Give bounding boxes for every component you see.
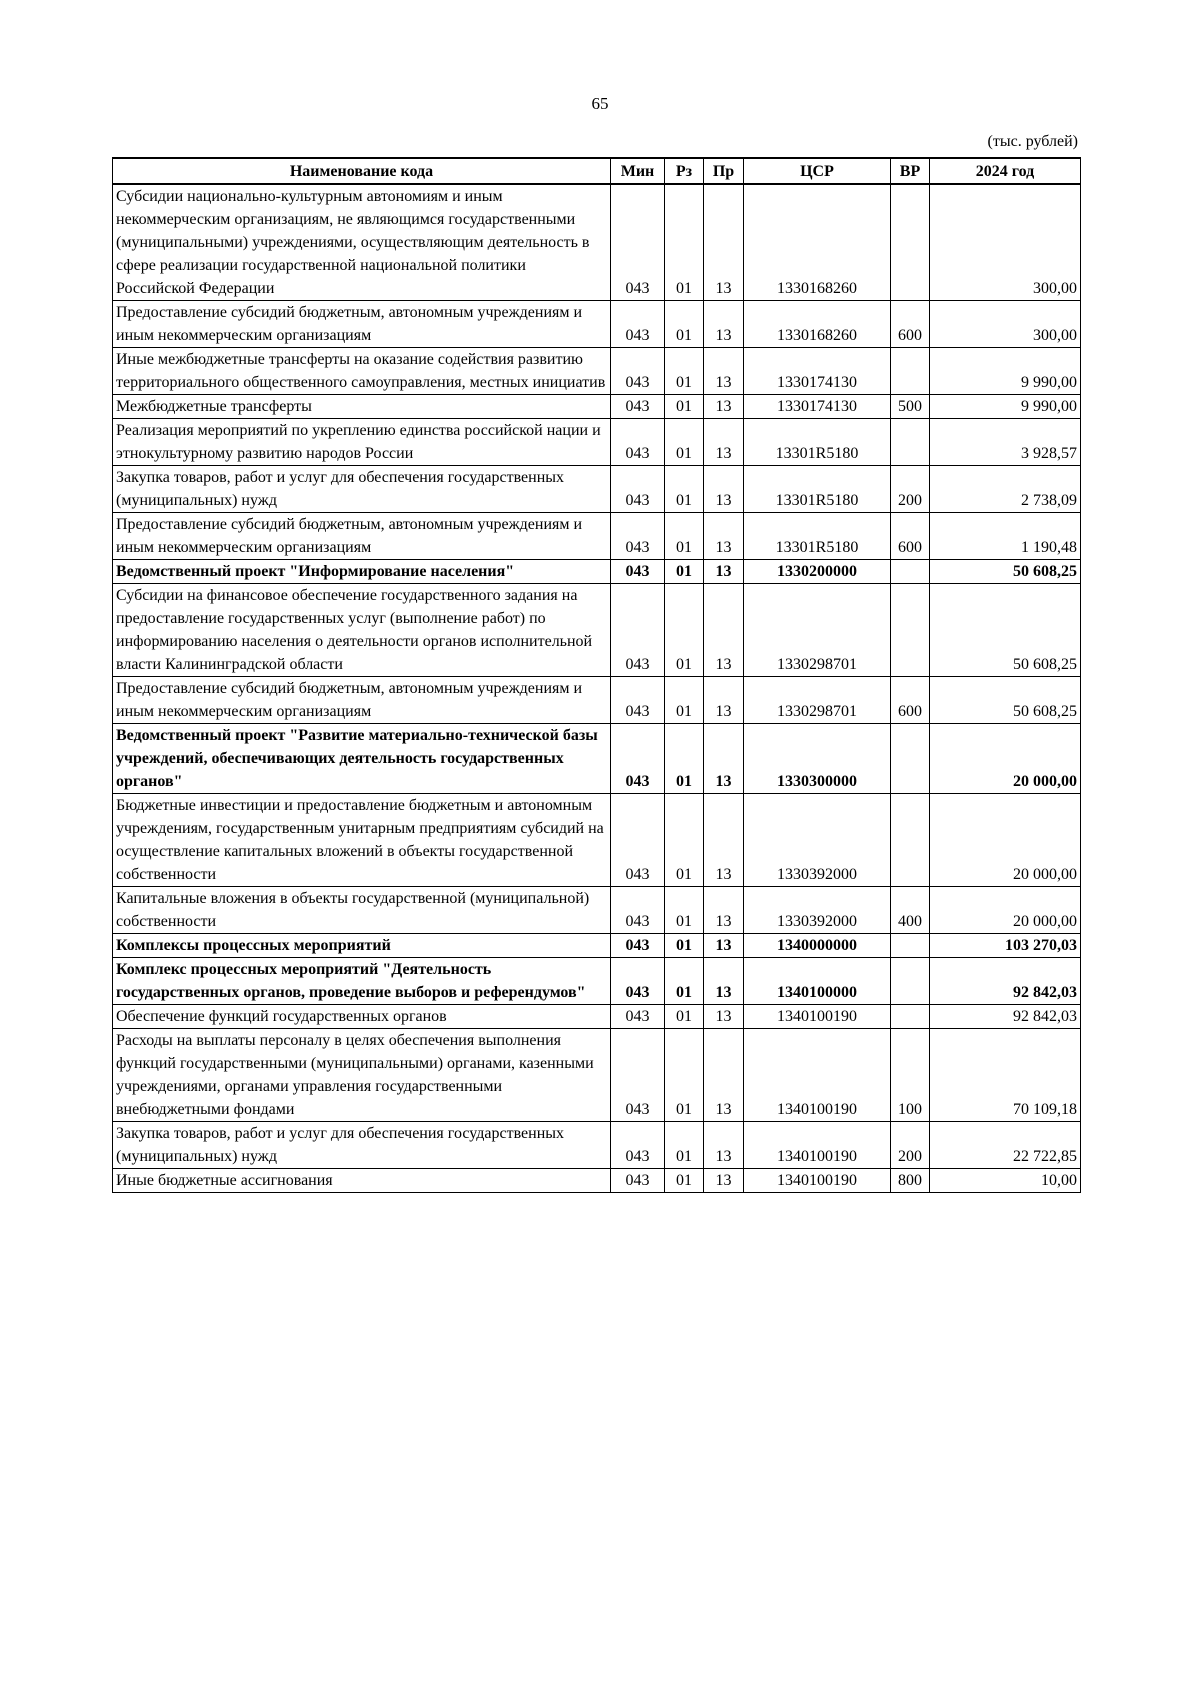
row-rz: 01 — [665, 513, 704, 560]
row-amount: 300,00 — [930, 301, 1081, 348]
table-row — [113, 348, 1081, 395]
row-vr: 500 — [891, 395, 930, 419]
row-csr: 13301R5180 — [744, 466, 891, 513]
table-header-row — [113, 158, 1081, 184]
column-header-min: Мин — [611, 158, 665, 184]
row-vr: 400 — [891, 887, 930, 934]
row-rz: 01 — [665, 348, 704, 395]
table-row — [113, 1122, 1081, 1169]
row-rz: 01 — [665, 584, 704, 677]
row-pr: 13 — [704, 887, 744, 934]
table-row — [113, 1169, 1081, 1193]
row-csr: 1340100000 — [744, 958, 891, 1005]
row-pr: 13 — [704, 677, 744, 724]
row-rz: 01 — [665, 395, 704, 419]
row-min: 043 — [611, 887, 665, 934]
column-header-rz: Рз — [665, 158, 704, 184]
row-csr: 1330300000 — [744, 724, 891, 794]
row-amount: 1 190,48 — [930, 513, 1081, 560]
row-vr — [891, 419, 930, 466]
table-row — [113, 1005, 1081, 1029]
row-pr: 13 — [704, 301, 744, 348]
row-name: Предоставление субсидий бюджетным, автономным учреждениям и иным некоммерческим организациям — [113, 301, 611, 348]
row-rz: 01 — [665, 1122, 704, 1169]
row-min: 043 — [611, 466, 665, 513]
table-row — [113, 724, 1081, 794]
row-amount: 92 842,03 — [930, 1005, 1081, 1029]
row-vr — [891, 348, 930, 395]
row-rz: 01 — [665, 887, 704, 934]
row-vr: 600 — [891, 677, 930, 724]
row-min: 043 — [611, 348, 665, 395]
row-vr: 100 — [891, 1029, 930, 1122]
row-pr: 13 — [704, 184, 744, 301]
row-name: Ведомственный проект "Информирование населения" — [113, 560, 611, 584]
table-row — [113, 560, 1081, 584]
row-min: 043 — [611, 1122, 665, 1169]
row-csr: 1330298701 — [744, 584, 891, 677]
row-name: Предоставление субсидий бюджетным, автономным учреждениям и иным некоммерческим организациям — [113, 513, 611, 560]
row-pr: 13 — [704, 794, 744, 887]
row-rz: 01 — [665, 1029, 704, 1122]
row-min: 043 — [611, 724, 665, 794]
row-vr: 800 — [891, 1169, 930, 1193]
row-name: Субсидии на финансовое обеспечение государственного задания на предоставление государственных услуг (выполнение работ) по информированию населения о деятельности органов исполнительной власти Калининградской области — [113, 584, 611, 677]
budget-table — [112, 157, 1081, 1193]
row-name: Расходы на выплаты персоналу в целях обеспечения выполнения функций государственными (муниципальными) органами, казенными учреждениями, органами управления государственными внебюджетными фондами — [113, 1029, 611, 1122]
row-amount: 50 608,25 — [930, 677, 1081, 724]
row-amount: 70 109,18 — [930, 1029, 1081, 1122]
row-min: 043 — [611, 958, 665, 1005]
table-row — [113, 301, 1081, 348]
row-csr: 1330168260 — [744, 184, 891, 301]
row-pr: 13 — [704, 560, 744, 584]
row-min: 043 — [611, 934, 665, 958]
table-row — [113, 584, 1081, 677]
row-vr: 600 — [891, 513, 930, 560]
row-min: 043 — [611, 1005, 665, 1029]
row-amount: 50 608,25 — [930, 584, 1081, 677]
column-header-name: Наименование кода — [113, 158, 611, 184]
row-rz: 01 — [665, 419, 704, 466]
row-rz: 01 — [665, 677, 704, 724]
row-name: Субсидии национально-культурным автономиям и иным некоммерческим организациям, не являющимся государственными (муниципальными) учреждениями, осуществляющим деятельность в сфере реализации государственной национальной политики Российской Федерации — [113, 184, 611, 301]
row-csr: 1330392000 — [744, 794, 891, 887]
row-pr: 13 — [704, 1029, 744, 1122]
row-csr: 13301R5180 — [744, 419, 891, 466]
table-row — [113, 1029, 1081, 1122]
table-row — [113, 958, 1081, 1005]
row-rz: 01 — [665, 958, 704, 1005]
row-amount: 3 928,57 — [930, 419, 1081, 466]
row-min: 043 — [611, 794, 665, 887]
row-name: Комплексы процессных мероприятий — [113, 934, 611, 958]
row-amount: 22 722,85 — [930, 1122, 1081, 1169]
row-amount: 103 270,03 — [930, 934, 1081, 958]
row-name: Обеспечение функций государственных органов — [113, 1005, 611, 1029]
row-csr: 1330168260 — [744, 301, 891, 348]
row-amount: 20 000,00 — [930, 724, 1081, 794]
row-min: 043 — [611, 513, 665, 560]
row-min: 043 — [611, 395, 665, 419]
table-row — [113, 887, 1081, 934]
row-name: Ведомственный проект "Развитие материально-технической базы учреждений, обеспечивающих деятельность государственных органов" — [113, 724, 611, 794]
row-amount: 20 000,00 — [930, 887, 1081, 934]
row-min: 043 — [611, 584, 665, 677]
row-rz: 01 — [665, 1169, 704, 1193]
row-amount: 20 000,00 — [930, 794, 1081, 887]
row-amount: 50 608,25 — [930, 560, 1081, 584]
table-row — [113, 419, 1081, 466]
row-min: 043 — [611, 677, 665, 724]
row-pr: 13 — [704, 348, 744, 395]
row-rz: 01 — [665, 184, 704, 301]
row-amount: 9 990,00 — [930, 348, 1081, 395]
row-rz: 01 — [665, 560, 704, 584]
row-pr: 13 — [704, 419, 744, 466]
row-csr: 1330392000 — [744, 887, 891, 934]
row-csr: 1330174130 — [744, 395, 891, 419]
row-rz: 01 — [665, 1005, 704, 1029]
row-vr: 200 — [891, 1122, 930, 1169]
row-pr: 13 — [704, 513, 744, 560]
units-label: (тыс. рублей) — [987, 133, 1078, 150]
row-csr: 1340100190 — [744, 1029, 891, 1122]
table-row — [113, 184, 1081, 301]
row-csr: 13301R5180 — [744, 513, 891, 560]
row-vr — [891, 794, 930, 887]
row-csr: 1340100190 — [744, 1169, 891, 1193]
row-vr — [891, 584, 930, 677]
row-pr: 13 — [704, 395, 744, 419]
row-rz: 01 — [665, 301, 704, 348]
column-header-pr: Пр — [704, 158, 744, 184]
row-pr: 13 — [704, 466, 744, 513]
row-amount: 2 738,09 — [930, 466, 1081, 513]
column-header-year: 2024 год — [930, 158, 1081, 184]
row-rz: 01 — [665, 466, 704, 513]
row-vr — [891, 934, 930, 958]
table-row — [113, 934, 1081, 958]
row-name: Комплекс процессных мероприятий "Деятельность государственных органов, проведение выборов и референдумов" — [113, 958, 611, 1005]
row-min: 043 — [611, 560, 665, 584]
row-csr: 1330174130 — [744, 348, 891, 395]
row-amount: 92 842,03 — [930, 958, 1081, 1005]
row-vr — [891, 958, 930, 1005]
row-name: Предоставление субсидий бюджетным, автономным учреждениям и иным некоммерческим организациям — [113, 677, 611, 724]
row-pr: 13 — [704, 584, 744, 677]
row-name: Капитальные вложения в объекты государственной (муниципальной) собственности — [113, 887, 611, 934]
row-min: 043 — [611, 301, 665, 348]
row-vr — [891, 184, 930, 301]
row-name: Иные бюджетные ассигнования — [113, 1169, 611, 1193]
column-header-csr: ЦСР — [744, 158, 891, 184]
row-name: Реализация мероприятий по укреплению единства российской нации и этнокультурному развитию народов России — [113, 419, 611, 466]
row-pr: 13 — [704, 958, 744, 1005]
column-header-vr: ВР — [891, 158, 930, 184]
row-csr: 1330298701 — [744, 677, 891, 724]
row-min: 043 — [611, 1169, 665, 1193]
row-pr: 13 — [704, 934, 744, 958]
row-pr: 13 — [704, 1122, 744, 1169]
row-pr: 13 — [704, 724, 744, 794]
row-vr: 200 — [891, 466, 930, 513]
row-csr: 1340100190 — [744, 1005, 891, 1029]
row-rz: 01 — [665, 794, 704, 887]
row-min: 043 — [611, 419, 665, 466]
row-amount: 10,00 — [930, 1169, 1081, 1193]
row-vr — [891, 560, 930, 584]
row-pr: 13 — [704, 1005, 744, 1029]
table-body — [113, 184, 1081, 1193]
table-row — [113, 677, 1081, 724]
row-name: Иные межбюджетные трансферты на оказание содействия развитию территориального общественного самоуправления, местных инициатив — [113, 348, 611, 395]
row-name: Закупка товаров, работ и услуг для обеспечения государственных (муниципальных) нужд — [113, 466, 611, 513]
row-csr: 1340000000 — [744, 934, 891, 958]
row-name: Закупка товаров, работ и услуг для обеспечения государственных (муниципальных) нужд — [113, 1122, 611, 1169]
row-name: Межбюджетные трансферты — [113, 395, 611, 419]
row-rz: 01 — [665, 724, 704, 794]
table-row — [113, 395, 1081, 419]
row-name: Бюджетные инвестиции и предоставление бюджетным и автономным учреждениям, государственным унитарным предприятиям субсидий на осуществление капитальных вложений в объекты государственной собственности — [113, 794, 611, 887]
row-pr: 13 — [704, 1169, 744, 1193]
row-vr: 600 — [891, 301, 930, 348]
table-row — [113, 466, 1081, 513]
row-csr: 1330200000 — [744, 560, 891, 584]
page-number: 65 — [591, 94, 609, 113]
table-row — [113, 794, 1081, 887]
row-min: 043 — [611, 1029, 665, 1122]
row-amount: 300,00 — [930, 184, 1081, 301]
row-vr — [891, 724, 930, 794]
row-amount: 9 990,00 — [930, 395, 1081, 419]
row-vr — [891, 1005, 930, 1029]
row-min: 043 — [611, 184, 665, 301]
row-rz: 01 — [665, 934, 704, 958]
table-row — [113, 513, 1081, 560]
row-csr: 1340100190 — [744, 1122, 891, 1169]
